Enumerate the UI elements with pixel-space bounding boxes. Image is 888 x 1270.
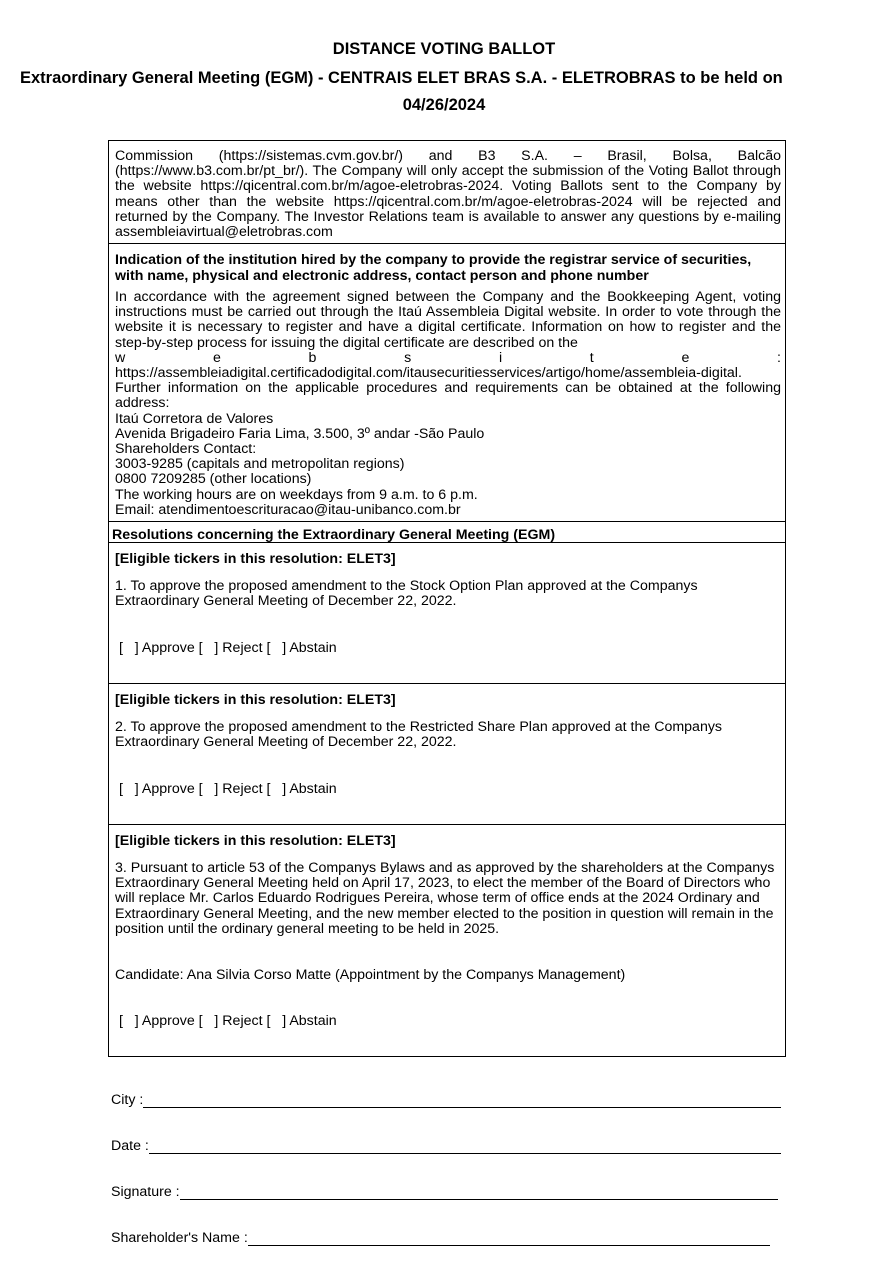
meeting-date: 04/26/2024 <box>402 96 486 114</box>
shareholder-name-label: Shareholder's Name : <box>111 1230 248 1246</box>
resolution-1 <box>108 542 786 684</box>
registrar-link-paragraph: https://assembleiadigital.certificadodigital.com/itausecuritiesservices/artigo/home/assembleia-digital. Further information on the applicable procedures and requirements can be obtained at the following address: <box>115 365 781 412</box>
shareholder-name-field[interactable] <box>111 1230 770 1246</box>
address-line: Email: atendimentoescrituracao@itau-unibanco.com.br <box>115 501 461 518</box>
eligible-tickers: [Eligible tickers in this resolution: ELET3] <box>115 551 396 567</box>
resolutions-heading: Resolutions concerning the Extraordinary General Meeting (EGM) <box>112 527 556 543</box>
intro-text: Commission (https://sistemas.cvm.gov.br/) and B3 S.A. – Brasil, Bolsa, Balcão (https://www.b3.com.br/pt_br/). The Company will only accept the submission of the Voting Ballot through the website https://qicentral.com.br/m/agoe-eletrobras-2024. Voting Ballots sent to the Company by means other than the website https://qicentral.com.br/m/agoe-eletrobras-2024 will be rejected and returned by the Company. The Investor Relations team is available to answer any questions by e-mailing assembleiavirtual@eletrobras.com <box>115 148 781 241</box>
registrar-body <box>115 290 781 518</box>
city-label: City : <box>111 1092 144 1108</box>
address-line: 3003-9285 (capitals and metropolitan regions) <box>115 456 405 473</box>
ballot-title: DISTANCE VOTING BALLOT <box>332 40 556 58</box>
vote-options[interactable]: [ ] Approve [ ] Reject [ ] Abstain <box>119 640 337 656</box>
date-field[interactable] <box>111 1138 781 1154</box>
address-line: Itaú Corretora de Valores <box>115 410 274 427</box>
city-field[interactable] <box>111 1092 781 1108</box>
vote-options[interactable]: [ ] Approve [ ] Reject [ ] Abstain <box>119 1013 337 1029</box>
address-line: The working hours are on weekdays from 9 a.m. to 6 p.m. <box>115 486 478 503</box>
resolution-text: 2. To approve the proposed amendment to the Restricted Share Plan approved at the Companys Extraordinary General Meeting of December 22, 2022. <box>115 719 723 751</box>
signature-field[interactable] <box>111 1184 778 1200</box>
resolution-text: 3. Pursuant to article 53 of the Companys Bylaws and as approved by the shareholders at the Companys Extraordinary General Meeting held on April 17, 2023, to elect the member of the Board of Directors who will replace Mr. Carlos Eduardo Rodrigues Pereira, whose term of office ends at the 2024 Ordinary and Extraordinary General Meeting, and the new member elected to the position in question will remain in the position until the ordinary general meeting to be held in 2025. <box>115 860 775 937</box>
eligible-tickers: [Eligible tickers in this resolution: ELET3] <box>115 692 396 708</box>
registrar-heading: Indication of the institution hired by the company to provide the registrar service of securities, with name, physical and electronic address, contact person and phone number <box>115 252 752 284</box>
eligible-tickers: [Eligible tickers in this resolution: ELET3] <box>115 833 396 849</box>
candidate: Candidate: Ana Silvia Corso Matte (Appointment by the Companys Management) <box>115 967 626 983</box>
signature-line[interactable] <box>180 1185 778 1200</box>
date-label: Date : <box>111 1138 149 1154</box>
resolution-text: 1. To approve the proposed amendment to the Stock Option Plan approved at the Companys Extraordinary General Meeting of December 22, 2022. <box>115 578 698 610</box>
shareholder-name-line[interactable] <box>248 1231 770 1246</box>
resolutions-heading-box <box>108 521 786 543</box>
address-line: Avenida Brigadeiro Faria Lima, 3.500, 3º andar -São Paulo <box>115 425 485 442</box>
signature-label: Signature : <box>111 1184 180 1200</box>
resolution-2 <box>108 683 786 825</box>
address-line: Shareholders Contact: <box>115 441 257 458</box>
date-line[interactable] <box>149 1139 781 1154</box>
meeting-subtitle: Extraordinary General Meeting (EGM) - CENTRAIS ELET BRAS S.A. - ELETROBRAS to be held on <box>20 69 783 87</box>
city-line[interactable] <box>143 1093 781 1108</box>
vote-options[interactable]: [ ] Approve [ ] Reject [ ] Abstain <box>119 781 337 797</box>
address-line: 0800 7209285 (other locations) <box>115 471 312 488</box>
spread-word: w e b s i t e : <box>115 349 781 366</box>
registrar-paragraph: In accordance with the agreement signed between the Company and the Bookkeeping Agent, voting instructions must be carried out through the Itaú Assembleia Digital website. In order to vote through the website it is necessary to register and have a digital certificate. Information on how to register and the step-by-step process for issuing the digital certificate are described on the <box>115 289 781 351</box>
intro-section <box>108 140 786 244</box>
registrar-section <box>108 243 786 522</box>
resolution-3 <box>108 824 786 1057</box>
